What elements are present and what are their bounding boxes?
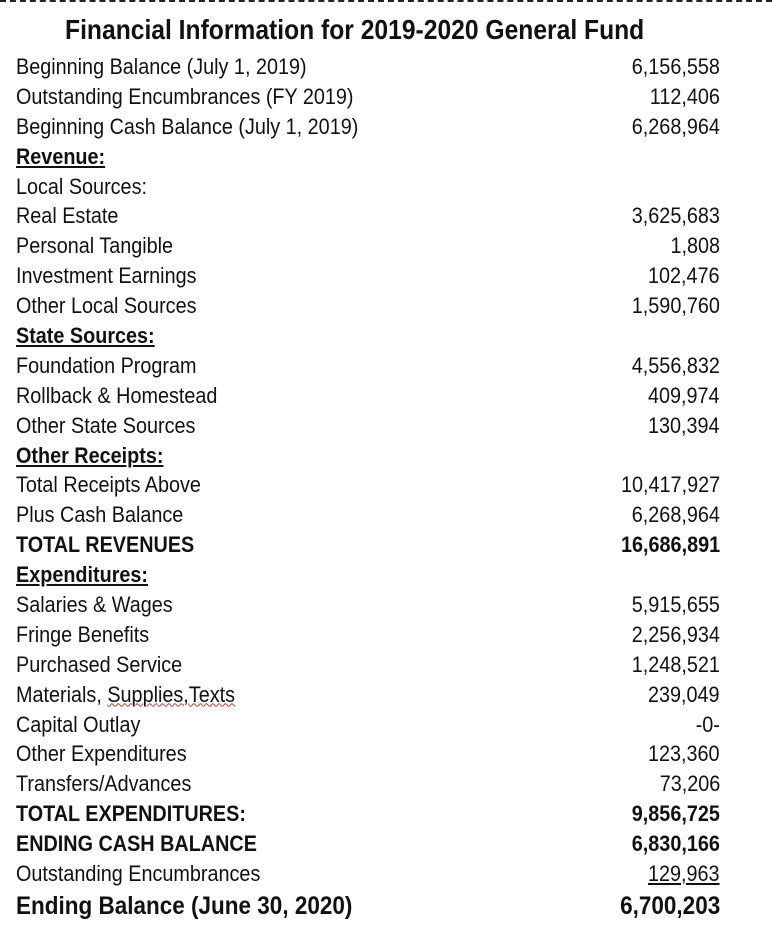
row-label: Rollback & Homestead	[16, 382, 218, 408]
row-label: Investment Earnings	[16, 263, 197, 289]
financial-table	[16, 52, 720, 923]
row-label: Foundation Program	[16, 352, 197, 378]
row-value: 6,156,558	[631, 54, 720, 79]
row-total-revenues	[16, 530, 720, 560]
row-plus-cash-balance	[16, 500, 720, 530]
section-header-other-receipts	[16, 441, 720, 471]
spellcheck-flagged-text: Supplies,Texts	[107, 681, 236, 707]
row-capital-outlay	[16, 710, 720, 740]
row-beginning-balance	[16, 52, 720, 82]
row-salaries-wages	[16, 590, 720, 620]
row-fringe-benefits	[16, 620, 720, 650]
row-label: Salaries & Wages	[16, 592, 173, 618]
row-value: 6,268,964	[631, 502, 720, 528]
row-label: Transfers/Advances	[16, 771, 192, 797]
row-investment-earnings	[16, 261, 720, 291]
row-value: 3,625,683	[631, 203, 720, 229]
row-label: Beginning Balance (July 1, 2019)	[16, 54, 307, 79]
row-ending-balance	[16, 889, 720, 923]
document-title: Financial Information for 2019-2020 General Fund	[65, 14, 645, 45]
row-ending-cash-balance	[16, 829, 720, 859]
section-heading: Expenditures:	[16, 562, 149, 588]
row-value: 112,406	[649, 83, 720, 109]
row-value: 9,856,725	[631, 801, 720, 827]
row-value: 5,915,655	[631, 592, 720, 618]
row-label: Total Receipts Above	[16, 472, 201, 498]
row-materials-supplies-texts	[16, 680, 720, 710]
row-label: TOTAL EXPENDITURES:	[16, 801, 246, 827]
row-value: 130,394	[648, 412, 720, 438]
section-heading: Other Receipts:	[16, 442, 164, 468]
row-total-expenditures	[16, 799, 720, 829]
row-value: 1,590,760	[631, 293, 720, 319]
row-label: Beginning Cash Balance (July 1, 2019)	[16, 113, 359, 139]
row-transfers-advances	[16, 769, 720, 799]
row-value: 6,830,166	[631, 831, 720, 857]
row-real-estate	[16, 201, 720, 231]
row-label: Ending Balance (June 30, 2020)	[16, 891, 353, 920]
row-label: Local Sources:	[16, 173, 147, 199]
row-label: Real Estate	[16, 203, 119, 229]
row-label: Personal Tangible	[16, 233, 174, 259]
row-value: 239,049	[648, 681, 720, 707]
row-label: Other State Sources	[16, 412, 196, 438]
section-header-expenditures	[16, 560, 720, 590]
row-beginning-cash-balance	[16, 112, 720, 142]
row-label: ENDING CASH BALANCE	[16, 831, 257, 857]
row-purchased-service	[16, 650, 720, 680]
row-value: 10,417,927	[620, 472, 720, 498]
row-value: 73,206	[659, 771, 720, 797]
row-value: 102,476	[648, 263, 720, 289]
row-value: 4,556,832	[631, 352, 720, 378]
row-value: 409,974	[648, 382, 720, 408]
section-heading: State Sources:	[16, 323, 155, 349]
row-rollback-homestead	[16, 381, 720, 411]
subheader-local-sources	[16, 172, 720, 202]
row-label-prefix: Materials,	[16, 681, 108, 707]
row-personal-tangible	[16, 231, 720, 261]
row-label: Plus Cash Balance	[16, 502, 184, 528]
row-label: Fringe Benefits	[16, 621, 150, 647]
row-value: 2,256,934	[631, 621, 720, 647]
row-label: TOTAL REVENUES	[16, 532, 195, 558]
row-label: Outstanding Encumbrances	[16, 861, 261, 887]
row-value: 1,248,521	[631, 651, 720, 677]
row-label: Capital Outlay	[16, 711, 141, 737]
row-outstanding-encumbrances	[16, 859, 720, 889]
section-header-state-sources	[16, 321, 720, 351]
row-label: Outstanding Encumbrances (FY 2019)	[16, 83, 354, 109]
row-other-state-sources	[16, 411, 720, 441]
row-value: 129,963	[648, 861, 720, 887]
row-value: 1,808	[670, 233, 720, 259]
row-other-local-sources	[16, 291, 720, 321]
row-value: -0-	[695, 711, 720, 737]
row-total-receipts-above	[16, 470, 720, 500]
section-header-revenue	[16, 142, 720, 172]
row-value: 123,360	[648, 741, 720, 767]
row-value: 6,268,964	[631, 113, 720, 139]
row-other-expenditures	[16, 739, 720, 769]
row-foundation-program	[16, 351, 720, 381]
row-outstanding-encumbrances-fy2019	[16, 82, 720, 112]
section-heading: Revenue:	[16, 143, 106, 169]
row-label	[16, 680, 235, 710]
row-label: Other Local Sources	[16, 293, 197, 319]
top-dashed-rule	[0, 0, 772, 6]
row-label: Purchased Service	[16, 651, 183, 677]
row-value: 16,686,891	[620, 532, 720, 558]
row-value: 6,700,203	[619, 891, 720, 920]
row-label: Other Expenditures	[16, 741, 187, 767]
